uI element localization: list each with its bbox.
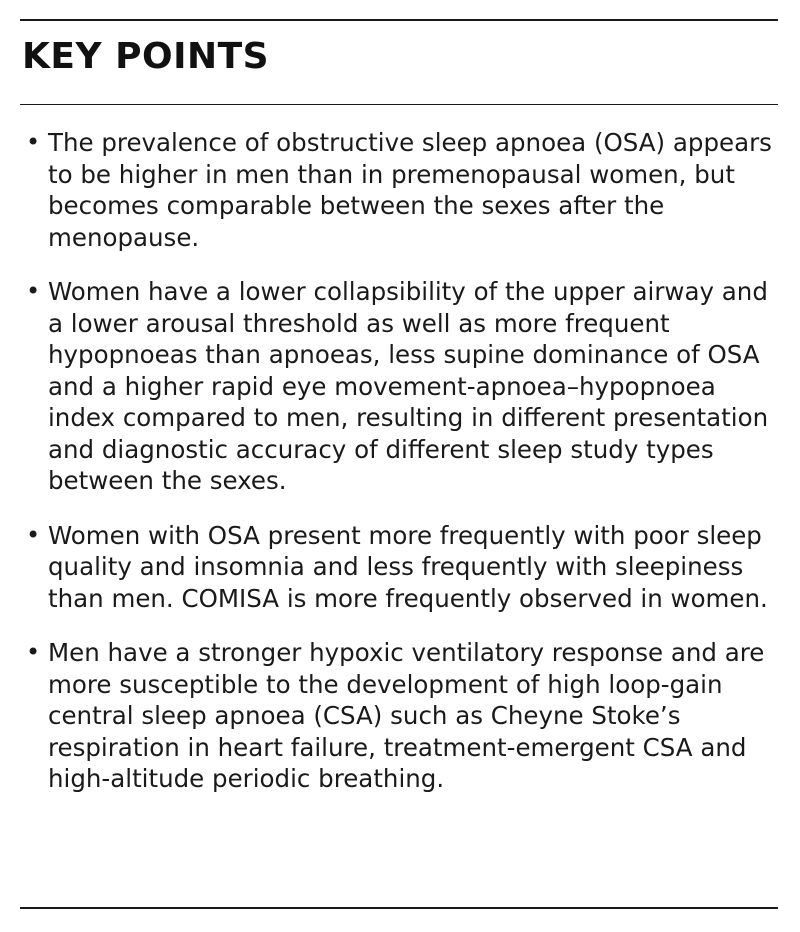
key-point-item xyxy=(20,127,778,253)
key-point-text: Men have a stronger hypoxic ventilatory response and are more susceptible to the development of high loop-gain central sleep apnoea (CSA) such as Cheyne Stoke’s respiration in heart failure, treatment-emergent CSA and high-altitude periodic breathing. xyxy=(48,638,765,793)
bullet-icon: • xyxy=(26,520,41,549)
bullet-icon: • xyxy=(26,128,41,156)
key-points-box xyxy=(20,19,778,909)
key-point-text: The prevalence of obstructive sleep apnoea (OSA) appears to be higher in men than in premenopausal women, but becomes comparable between the sexes after the menopause. xyxy=(48,128,772,252)
key-point-item xyxy=(20,520,778,615)
bullet-icon: • xyxy=(26,638,41,666)
key-point-item xyxy=(20,637,778,795)
key-point-text: Women with OSA present more frequently with poor sleep quality and insomnia and less frequently with sleepiness than men. COMISA is more frequently observed in women. xyxy=(48,520,768,613)
key-point-item xyxy=(20,276,778,497)
key-points-heading: KEY POINTS xyxy=(22,36,270,77)
heading-divider xyxy=(20,104,778,105)
key-points-list xyxy=(20,127,778,818)
bullet-icon: • xyxy=(26,277,41,305)
key-point-text: Women have a lower collapsibility of the upper airway and a lower arousal threshold as well as more frequent hypopnoeas than apnoeas, less supine dominance of OSA and a higher rapid eye movement-apnoea–hypopnoea index compared to men, resulting in different presentation and diagnostic accuracy of different sleep study types between the sexes. xyxy=(48,277,769,495)
